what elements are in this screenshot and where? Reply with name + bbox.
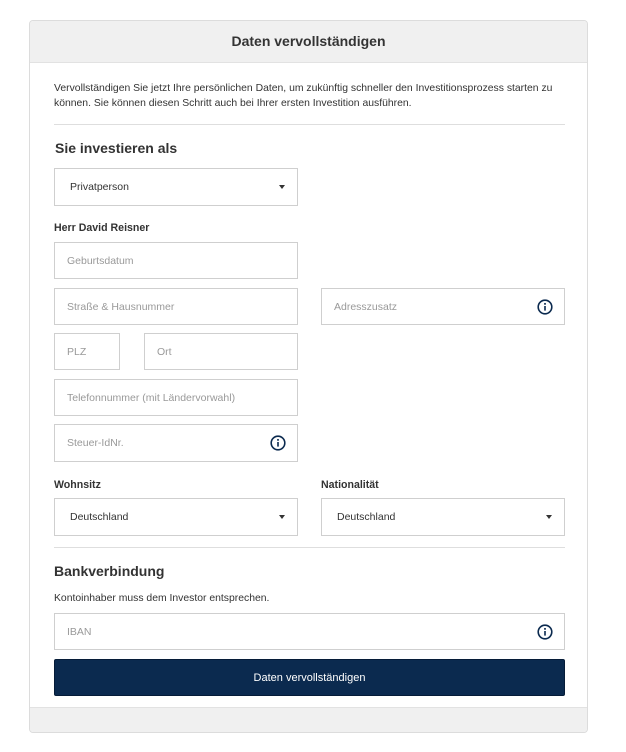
address-extra-placeholder: Adresszusatz bbox=[334, 300, 398, 313]
residence-label: Wohnsitz bbox=[54, 479, 101, 491]
city-placeholder: Ort bbox=[157, 345, 172, 358]
bank-heading: Bankverbindung bbox=[54, 563, 165, 579]
residence-select[interactable] bbox=[54, 498, 298, 536]
complete-data-card bbox=[29, 20, 588, 733]
caret-down-icon bbox=[546, 515, 552, 519]
card-footer bbox=[30, 707, 587, 732]
divider bbox=[54, 547, 565, 548]
investor-type-value: Privatperson bbox=[70, 181, 129, 193]
taxid-placeholder: Steuer-IdNr. bbox=[67, 437, 124, 449]
zip-placeholder: PLZ bbox=[67, 345, 87, 358]
iban-placeholder: IBAN bbox=[67, 625, 92, 638]
divider bbox=[54, 124, 565, 125]
phone-field[interactable] bbox=[54, 379, 298, 416]
caret-down-icon bbox=[279, 185, 285, 189]
nationality-value: Deutschland bbox=[337, 511, 396, 523]
submit-button[interactable]: Daten vervollständigen bbox=[54, 659, 565, 696]
info-circle-icon[interactable] bbox=[537, 624, 553, 640]
city-field[interactable] bbox=[144, 333, 298, 370]
zip-field[interactable] bbox=[54, 333, 120, 370]
birthdate-field[interactable] bbox=[54, 242, 298, 279]
person-name: Herr David Reisner bbox=[54, 222, 150, 234]
info-circle-icon[interactable] bbox=[537, 299, 553, 315]
caret-down-icon bbox=[279, 515, 285, 519]
nationality-select[interactable] bbox=[321, 498, 565, 536]
birthdate-placeholder: Geburtsdatum bbox=[67, 254, 134, 267]
info-circle-icon[interactable] bbox=[270, 435, 286, 451]
address-extra-field[interactable] bbox=[321, 288, 565, 325]
nationality-label: Nationalität bbox=[321, 479, 379, 491]
phone-placeholder: Telefonnummer (mit Ländervorwahl) bbox=[67, 391, 236, 404]
intro-text: Vervollständigen Sie jetzt Ihre persönlichen Daten, um zukünftig schneller den Investitionsprozess starten zu können. Sie können diesen Schritt auch bei Ihrer ersten Investition ausführen. bbox=[54, 83, 553, 109]
iban-field[interactable] bbox=[54, 613, 565, 650]
street-placeholder: Straße & Hausnummer bbox=[67, 300, 175, 313]
investor-type-select[interactable] bbox=[54, 168, 298, 206]
taxid-field[interactable] bbox=[54, 424, 298, 462]
residence-value: Deutschland bbox=[70, 511, 129, 523]
bank-note: Kontoinhaber muss dem Investor entsprechen. bbox=[54, 593, 270, 604]
street-field[interactable] bbox=[54, 288, 298, 325]
card-title: Daten vervollständigen bbox=[30, 21, 587, 63]
investor-type-heading: Sie investieren als bbox=[55, 140, 178, 156]
